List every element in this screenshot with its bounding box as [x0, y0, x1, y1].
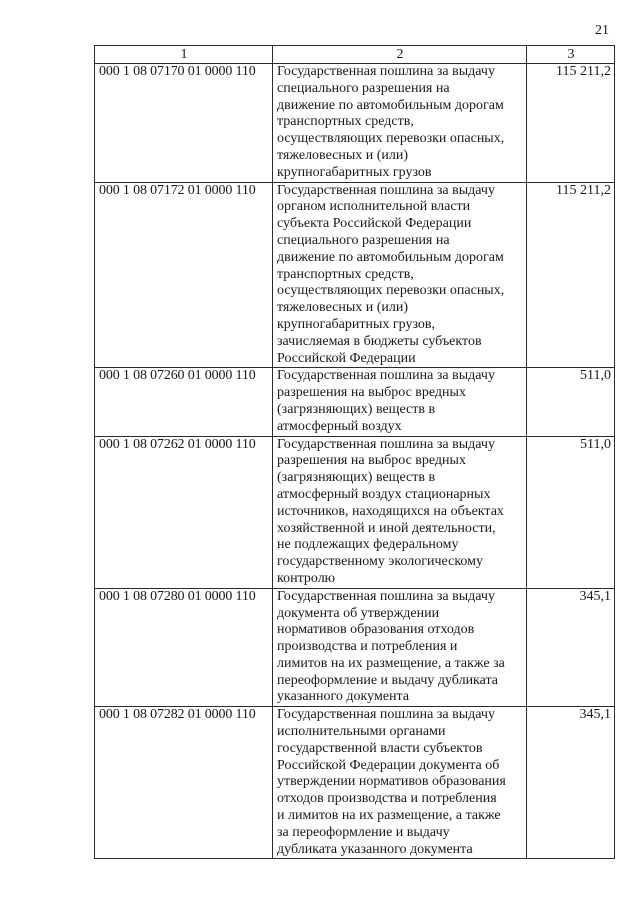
revenue-name-line: государственной власти субъектов — [277, 740, 483, 756]
revenue-name-line: осуществляющих перевозки опасных, — [277, 283, 505, 299]
revenue-name-line: производства и потребления и — [277, 639, 458, 655]
revenue-name — [273, 707, 527, 859]
revenue-name-line: переоформление и выдачу дубликата — [277, 672, 498, 688]
classification-code: 000 1 08 07260 01 0000 110 — [95, 368, 273, 436]
revenue-name-line: разрешения на выброс вредных — [277, 385, 466, 401]
table-row — [95, 368, 615, 436]
revenue-name-line: тяжеловесных и (или) — [277, 147, 409, 163]
table-row — [95, 182, 615, 368]
revenue-name-line: Государственная пошлина за выдачу — [277, 436, 495, 452]
revenue-name-line: отходов производства и потребления — [277, 791, 497, 807]
revenue-table — [94, 45, 615, 859]
table-row — [95, 588, 615, 707]
revenue-name-line: тяжеловесных и (или) — [277, 300, 409, 316]
header-row — [95, 46, 615, 64]
page-number: 21 — [595, 23, 609, 38]
revenue-name — [273, 588, 527, 707]
revenue-name-line: субъекта Российской Федерации — [277, 216, 472, 232]
revenue-name-line: Государственная пошлина за выдачу — [277, 588, 495, 604]
revenue-name — [273, 436, 527, 588]
amount-value: 511,0 — [527, 436, 615, 588]
revenue-name-line: контролю — [277, 570, 336, 586]
revenue-name-line: транспортных средств, — [277, 266, 414, 282]
amount-value: 115 211,2 — [527, 64, 615, 183]
revenue-name-line: атмосферный воздух стационарных — [277, 486, 491, 502]
revenue-name-line: специального разрешения на — [277, 232, 450, 248]
revenue-name-line: документа об утверждении — [277, 605, 440, 621]
classification-code: 000 1 08 07262 01 0000 110 — [95, 436, 273, 588]
revenue-name-line: Государственная пошлина за выдачу — [277, 64, 495, 79]
revenue-name-line: зачисляемая в бюджеты субъектов — [277, 333, 482, 349]
revenue-name-line: Государственная пошлина за выдачу — [277, 182, 495, 198]
revenue-name-line: крупногабаритных грузов — [277, 164, 432, 180]
classification-code: 000 1 08 07280 01 0000 110 — [95, 588, 273, 707]
revenue-name-line: специального разрешения на — [277, 80, 450, 96]
classification-code: 000 1 08 07282 01 0000 110 — [95, 707, 273, 859]
revenue-name-line: государственному экологическому — [277, 554, 484, 570]
revenue-name — [273, 64, 527, 183]
revenue-name-line: (загрязняющих) веществ в — [277, 401, 436, 417]
revenue-name-line: Российской Федерации — [277, 350, 416, 366]
revenue-name-line: Государственная пошлина за выдачу — [277, 707, 495, 723]
revenue-name-line: органом исполнительной власти — [277, 199, 471, 215]
revenue-name — [273, 368, 527, 436]
table-row — [95, 436, 615, 588]
column-header-3: 3 — [527, 46, 615, 64]
revenue-name-line: (загрязняющих) веществ в — [277, 470, 436, 486]
amount-value: 345,1 — [527, 588, 615, 707]
revenue-name-line: лимитов на их размещение, а также за — [277, 655, 505, 671]
amount-value: 511,0 — [527, 368, 615, 436]
revenue-name-line: источников, находящихся на объектах — [277, 503, 504, 519]
classification-code: 000 1 08 07170 01 0000 110 — [95, 64, 273, 183]
table-header — [95, 46, 615, 64]
revenue-name-line: Государственная пошлина за выдачу — [277, 368, 495, 384]
revenue-name-line: крупногабаритных грузов, — [277, 316, 436, 332]
table-row — [95, 64, 615, 183]
revenue-name-line: движение по автомобильным дорогам — [277, 97, 504, 113]
revenue-name-line: Российской Федерации документа об — [277, 757, 500, 773]
revenue-name-line: атмосферный воздух — [277, 418, 402, 434]
revenue-name-line: указанного документа — [277, 689, 410, 705]
revenue-name-line: транспортных средств, — [277, 114, 414, 130]
revenue-name-line: и лимитов на их размещение, а также — [277, 808, 501, 824]
classification-code: 000 1 08 07172 01 0000 110 — [95, 182, 273, 368]
revenue-name-line: нормативов образования отходов — [277, 622, 475, 638]
revenue-name — [273, 182, 527, 368]
revenue-name-line: не подлежащих федеральному — [277, 537, 459, 553]
revenue-name-line: осуществляющих перевозки опасных, — [277, 131, 505, 147]
revenue-name-line: разрешения на выброс вредных — [277, 453, 466, 469]
revenue-name-line: утверждении нормативов образования — [277, 774, 506, 790]
revenue-name-line: дубликата указанного документа — [277, 841, 473, 857]
column-header-1: 1 — [95, 46, 273, 64]
table-row — [95, 707, 615, 859]
revenue-name-line: движение по автомобильным дорогам — [277, 249, 504, 265]
revenue-name-line: исполнительными органами — [277, 724, 446, 740]
revenue-name-line: за переоформление и выдачу — [277, 824, 450, 840]
amount-value: 115 211,2 — [527, 182, 615, 368]
revenue-name-line: хозяйственной и иной деятельности, — [277, 520, 496, 536]
amount-value: 345,1 — [527, 707, 615, 859]
table-body — [95, 64, 615, 859]
column-header-2: 2 — [273, 46, 527, 64]
